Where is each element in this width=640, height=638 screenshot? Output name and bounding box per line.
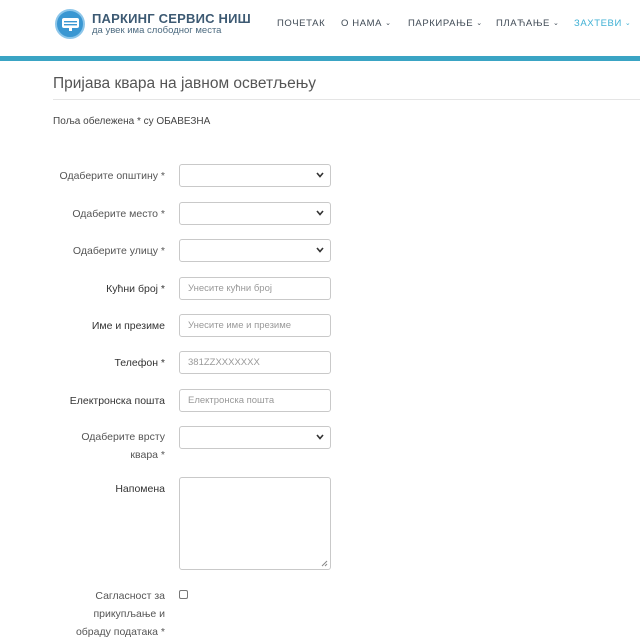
chevron-down-icon: ⌄ xyxy=(552,20,560,27)
nav-item-parkiranje[interactable] xyxy=(408,18,483,29)
brand-subtitle: да увек има слободног места xyxy=(92,25,222,36)
street-label: Одаберите улицу * xyxy=(72,245,165,257)
brand-title[interactable]: ПАРКИНГ СЕРВИС НИШ xyxy=(92,11,251,26)
nav-item-placanje[interactable] xyxy=(496,18,559,29)
street-select[interactable] xyxy=(179,239,331,262)
nav-item-o-nama[interactable] xyxy=(341,18,392,29)
chevron-down-icon: ⌄ xyxy=(476,20,483,27)
municipality-select[interactable] xyxy=(179,164,331,187)
consent-checkbox[interactable] xyxy=(179,590,188,599)
chevron-down-icon xyxy=(316,247,324,253)
fault-type-select[interactable] xyxy=(179,426,331,449)
house-number-input[interactable] xyxy=(179,277,331,300)
nav-item-label: О НАМА xyxy=(341,18,383,29)
chevron-down-icon xyxy=(316,172,324,178)
note-textarea[interactable] xyxy=(179,477,331,570)
nav-item-zahtevi[interactable] xyxy=(574,18,631,29)
house-number-label: Кућни број * xyxy=(106,283,165,295)
email-input[interactable] xyxy=(179,389,331,412)
title-divider xyxy=(53,99,640,100)
place-select[interactable] xyxy=(179,202,331,225)
municipality-label: Одаберите општину * xyxy=(59,170,165,182)
phone-input[interactable] xyxy=(179,351,331,374)
phone-label: Телефон * xyxy=(114,357,165,369)
full-name-label: Име и презиме xyxy=(91,320,165,332)
nav-item-label: ЗАХТЕВИ xyxy=(574,18,622,29)
chevron-down-icon xyxy=(316,210,324,216)
nav-item-pocetak[interactable] xyxy=(277,18,325,29)
nav-item-label: ПАРКИРАЊЕ xyxy=(408,18,474,29)
chevron-down-icon: ⌄ xyxy=(624,20,632,27)
nav-item-label: ПЛАЋАЊЕ xyxy=(496,18,550,29)
chevron-down-icon xyxy=(316,434,324,440)
chevron-down-icon: ⌄ xyxy=(385,20,392,27)
page-title: Пријава квара на јавном осветљењу xyxy=(53,75,317,92)
parking-sign-icon[interactable] xyxy=(55,9,85,39)
place-label: Одаберите место * xyxy=(72,208,165,220)
accent-bar xyxy=(0,56,640,61)
email-label: Електронска пошта xyxy=(69,395,165,407)
note-label: Напомена xyxy=(115,483,165,495)
site-header xyxy=(0,0,640,56)
required-fields-note: Поља обележена * су ОБАВЕЗНА xyxy=(53,116,211,127)
nav-item-label: ПОЧЕТАК xyxy=(277,18,326,29)
full-name-input[interactable] xyxy=(179,314,331,337)
consent-label: Сагласност за прикупљање и обраду података * xyxy=(75,590,165,638)
fault-type-label: Одаберите врсту квара * xyxy=(81,431,165,461)
resize-handle-icon[interactable] xyxy=(321,560,328,567)
